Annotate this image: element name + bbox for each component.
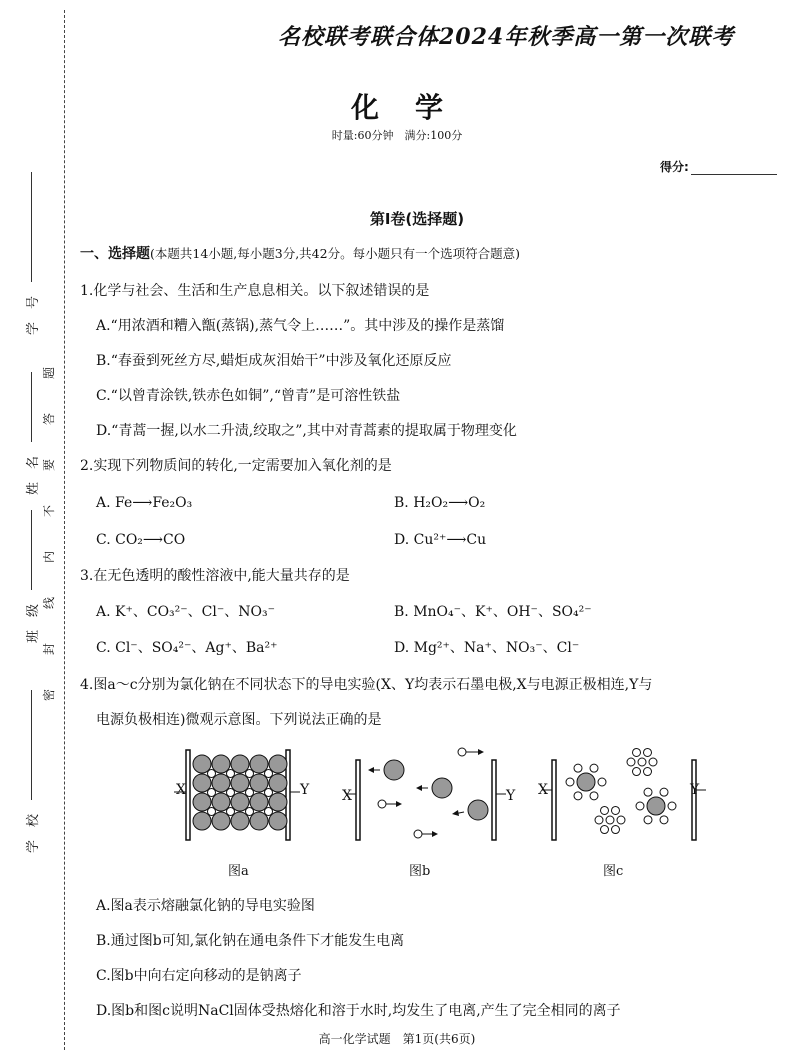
sodium-ion (246, 770, 254, 778)
seal-char: 要 (41, 458, 56, 472)
chloride-ion (269, 812, 287, 830)
binding-strip (0, 0, 70, 1059)
name-label: 姓 名 (25, 455, 41, 496)
water-molecule (590, 792, 598, 800)
page-footer: 高一化学试题 第1页(共6页) (318, 1032, 476, 1046)
q2-option-b[interactable]: B. H₂O₂⟶O₂ (394, 495, 486, 511)
chloride-ion (193, 793, 211, 811)
fig-a-caption: 图a (228, 864, 249, 879)
class-label: 班 级 (25, 603, 41, 644)
water-molecule (633, 768, 641, 776)
chloride-ion (269, 755, 287, 773)
water-molecule (644, 748, 652, 756)
subject-title: 化学 (350, 91, 479, 124)
water-molecule (601, 826, 609, 834)
fig-c-y-label: Y (690, 782, 700, 798)
chloride-ion (250, 793, 268, 811)
section-heading (80, 245, 520, 263)
seal-char: 答 (41, 412, 56, 426)
water-molecule (644, 768, 652, 776)
seal-char: 线 (41, 596, 56, 610)
q1-option-b[interactable]: B.“春蚕到死丝方尽,蜡炬成灰泪始干”中涉及氧化还原反应 (96, 353, 452, 369)
q3-option-d[interactable]: D. Mg²⁺、Na⁺、NO₃⁻、Cl⁻ (394, 640, 580, 656)
q3-option-b[interactable]: B. MnO₄⁻、K⁺、OH⁻、SO₄²⁻ (394, 604, 592, 620)
seal-char: 题 (41, 366, 56, 380)
q2-option-c[interactable]: C. CO₂⟶CO (96, 532, 186, 548)
q4-option-c[interactable]: C.图b中向右定向移动的是钠离子 (96, 968, 302, 984)
q3-option-a[interactable]: A. K⁺、CO₃²⁻、Cl⁻、NO₃⁻ (96, 604, 275, 620)
q4-option-a[interactable]: A.图a表示熔融氯化钠的导电实验图 (96, 898, 315, 914)
figure-b (346, 748, 506, 840)
hydrated-ion-core (647, 797, 665, 815)
sodium-ion (227, 789, 235, 797)
q4-option-d[interactable]: D.图b和图c说明NaCl固体受热熔化和溶于水时,均发生了电离,产生了完全相同的离子 (96, 1003, 621, 1019)
fig-c-x-label: X (538, 782, 548, 798)
q1-stem: 1.化学与社会、生活和生产息息相关。以下叙述错误的是 (80, 283, 430, 299)
q2-stem: 2.实现下列物质间的转化,一定需要加入氧化剂的是 (80, 458, 392, 474)
sodium-ion (246, 808, 254, 816)
water-molecule (612, 806, 620, 814)
seal-dashed-line (64, 10, 65, 1050)
chloride-ion (193, 774, 211, 792)
water-molecule (668, 802, 676, 810)
chloride-ion (231, 774, 249, 792)
fig-a-y-label: Y (300, 782, 310, 798)
water-molecule (617, 816, 625, 824)
q1-option-d[interactable]: D.“青蒿一握,以水二升渍,绞取之”,其中对青蒿素的提取属于物理变化 (96, 423, 517, 439)
water-molecule (627, 758, 635, 766)
section-label: 一、选择题 (80, 246, 150, 262)
chloride-ion (250, 774, 268, 792)
chloride-ion (212, 812, 230, 830)
part1-title: 第Ⅰ卷(选择题) (369, 210, 465, 228)
seal-char: 密 (41, 688, 56, 702)
water-molecule (601, 806, 609, 814)
fig-b-x-label: X (342, 788, 352, 804)
chloride-ion (212, 793, 230, 811)
school-label: 学 校 (25, 813, 41, 854)
sodium-ion (208, 770, 216, 778)
exam-title: 名校联考联合体2024年秋季高一第一次联考 (278, 24, 735, 50)
sodium-ion (265, 789, 273, 797)
chloride-ion (212, 755, 230, 773)
chloride-ion (231, 793, 249, 811)
student-id-label: 学 号 (25, 295, 41, 336)
q1-option-c[interactable]: C.“以曾青涂铁,铁赤色如铜”,“曾青”是可溶性铁盐 (96, 388, 401, 404)
seal-char: 内 (41, 550, 56, 564)
chloride-ion (231, 812, 249, 830)
fig-b-y-label: Y (506, 788, 516, 804)
q4-stem-line2: 电源负极相连)微观示意图。下列说法正确的是 (96, 712, 382, 728)
q3-stem: 3.在无色透明的酸性溶液中,能大量共存的是 (80, 568, 350, 584)
fig-a-x-label: X (176, 782, 186, 798)
section-note: (本题共14小题,每小题3分,共42分。每小题只有一个选项符合题意) (150, 246, 520, 261)
seal-char: 不 (41, 504, 56, 518)
water-molecule (574, 764, 582, 772)
q1-option-a[interactable]: A.“用浓酒和糟入甑(蒸锅),蒸气令上……”。其中涉及的操作是蒸馏 (96, 318, 505, 334)
q2-option-d[interactable]: D. Cu²⁺⟶Cu (394, 532, 487, 548)
chloride-ion (250, 755, 268, 773)
hydrated-ion-core (606, 816, 614, 824)
hydrated-ion-core (638, 758, 646, 766)
water-molecule (636, 802, 644, 810)
water-molecule (612, 826, 620, 834)
score-field[interactable] (660, 158, 777, 175)
q3-option-c[interactable]: C. Cl⁻、SO₄²⁻、Ag⁺、Ba²⁺ (96, 640, 278, 656)
sodium-ion (265, 808, 273, 816)
chloride-ion (269, 793, 287, 811)
q2-option-a[interactable]: A. Fe⟶Fe₂O₃ (96, 495, 193, 511)
fig-c-caption: 图c (603, 864, 624, 879)
sodium-ion (227, 808, 235, 816)
chloride-ion (212, 774, 230, 792)
chloride-ion (231, 755, 249, 773)
chloride-ion (193, 755, 211, 773)
score-blank[interactable] (691, 174, 777, 175)
water-molecule (598, 778, 606, 786)
chloride-ion (250, 812, 268, 830)
sodium-ion (227, 770, 235, 778)
q4-stem-line1: 4.图a～c分别为氯化钠在不同状态下的导电实验(X、Y均表示石墨电极,X与电源正极相连,Y与 (80, 677, 653, 693)
water-molecule (660, 788, 668, 796)
sodium-ion (265, 770, 273, 778)
water-molecule (649, 758, 657, 766)
water-molecule (574, 792, 582, 800)
student-id-field[interactable] (18, 172, 44, 336)
figure-c (542, 748, 706, 840)
score-label: 得分: (660, 160, 689, 174)
water-molecule (644, 816, 652, 824)
figure-a (174, 750, 300, 840)
water-molecule (644, 788, 652, 796)
seal-text (40, 350, 58, 718)
nacl-conduction-figure (172, 742, 712, 882)
time-info: 时量:60分钟 满分:100分 (331, 129, 463, 142)
water-molecule (633, 748, 641, 756)
sodium-ion (208, 808, 216, 816)
water-molecule (660, 816, 668, 824)
figure-svg (172, 742, 712, 852)
fig-b-caption: 图b (409, 864, 431, 879)
seal-char: 封 (41, 642, 56, 656)
water-molecule (595, 816, 603, 824)
sodium-ion (246, 789, 254, 797)
chloride-ion (269, 774, 287, 792)
water-molecule (566, 778, 574, 786)
hydrated-ion-core (577, 773, 595, 791)
chloride-ion (193, 812, 211, 830)
q4-option-b[interactable]: B.通过图b可知,氯化钠在通电条件下才能发生电离 (96, 933, 405, 949)
sodium-ion (208, 789, 216, 797)
water-molecule (590, 764, 598, 772)
